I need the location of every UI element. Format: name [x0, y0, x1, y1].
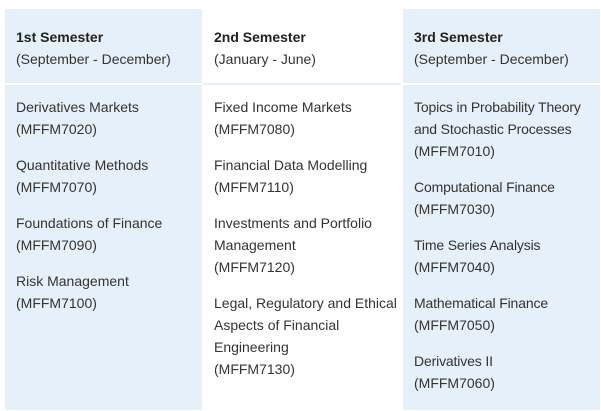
course-code: (MFFM7110) [214, 179, 294, 195]
course-item [214, 96, 398, 140]
course-list [214, 96, 398, 394]
course-item [414, 234, 598, 278]
header-divider [5, 83, 202, 85]
course-item [16, 270, 200, 314]
course-item [16, 212, 200, 256]
course-name: Financial Data Modelling [214, 157, 368, 173]
course-name: Quantitative Methods [16, 157, 149, 173]
course-code: (MFFM7050) [414, 317, 495, 333]
course-code: (MFFM7080) [214, 121, 295, 137]
semester-title: 1st Semester [16, 29, 104, 45]
course-code: (MFFM7010) [414, 143, 495, 159]
course-code: (MFFM7120) [214, 259, 295, 275]
course-name: Investments and Portfolio Management [214, 215, 372, 253]
course-code: (MFFM7130) [214, 361, 295, 377]
course-name: Foundations of Finance [16, 215, 163, 231]
course-item [214, 154, 398, 198]
course-name: Risk Management [16, 273, 129, 289]
course-item [414, 96, 598, 162]
semester-header [214, 26, 396, 70]
course-list [16, 96, 200, 328]
header-divider [203, 83, 400, 85]
course-name: Computational Finance [414, 179, 555, 195]
semester-column-2 [203, 9, 400, 410]
course-item [414, 176, 598, 220]
course-code: (MFFM7020) [16, 121, 97, 137]
course-code: (MFFM7060) [414, 375, 495, 391]
semester-period: (September - December) [414, 51, 569, 67]
course-name: Legal, Regulatory and Ethical Aspects of Financial Engineering [214, 295, 397, 355]
course-name: Derivatives Markets [16, 99, 139, 115]
course-name: Derivatives II [414, 353, 493, 369]
course-item [414, 292, 598, 336]
semester-period: (September - December) [16, 51, 171, 67]
course-code: (MFFM7100) [16, 295, 97, 311]
semester-column-3 [403, 9, 600, 410]
course-name: Topics in Probability Theory and Stochastic Processes [414, 99, 581, 137]
course-code: (MFFM7030) [414, 201, 495, 217]
course-item [214, 212, 398, 278]
course-name: Fixed Income Markets [214, 99, 352, 115]
course-name: Time Series Analysis [414, 237, 541, 253]
course-code: (MFFM7090) [16, 237, 97, 253]
course-code: (MFFM7040) [414, 259, 495, 275]
header-divider [403, 83, 600, 85]
course-list [414, 96, 598, 408]
course-item [414, 350, 598, 394]
semester-header [414, 26, 596, 70]
semester-column-1 [5, 9, 202, 410]
course-code: (MFFM7070) [16, 179, 97, 195]
course-item [16, 154, 200, 198]
semester-title: 3rd Semester [414, 29, 503, 45]
course-item [16, 96, 200, 140]
course-name: Mathematical Finance [414, 295, 548, 311]
semester-title: 2nd Semester [214, 29, 306, 45]
course-item [214, 292, 398, 380]
semester-header [16, 26, 198, 70]
semester-period: (January - June) [214, 51, 316, 67]
